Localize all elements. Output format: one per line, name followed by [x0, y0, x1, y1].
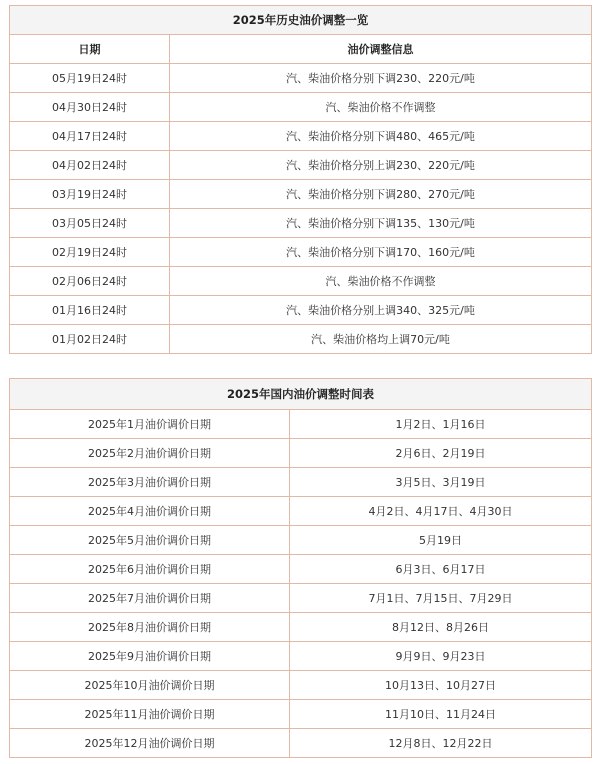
info-cell: 汽、柴油价格分别下调170、160元/吨 [170, 238, 592, 267]
dates-cell: 3月5日、3月19日 [290, 468, 592, 497]
table-row [10, 180, 592, 209]
month-cell: 2025年6月油价调价日期 [10, 555, 290, 584]
month-cell: 2025年1月油价调价日期 [10, 410, 290, 439]
schedule-title: 2025年国内油价调整时间表 [10, 379, 592, 410]
month-cell: 2025年8月油价调价日期 [10, 613, 290, 642]
date-cell: 02月19日24时 [10, 238, 170, 267]
date-cell: 01月02日24时 [10, 325, 170, 354]
dates-cell: 2月6日、2月19日 [290, 439, 592, 468]
info-cell: 汽、柴油价格分别上调230、220元/吨 [170, 151, 592, 180]
table-row [10, 151, 592, 180]
info-cell: 汽、柴油价格分别上调340、325元/吨 [170, 296, 592, 325]
date-cell: 04月02日24时 [10, 151, 170, 180]
table-row [10, 267, 592, 296]
table-row [10, 555, 592, 584]
month-cell: 2025年7月油价调价日期 [10, 584, 290, 613]
table-row [10, 613, 592, 642]
schedule-title-row [10, 379, 592, 410]
month-cell: 2025年9月油价调价日期 [10, 642, 290, 671]
table-row [10, 584, 592, 613]
month-cell: 2025年10月油价调价日期 [10, 671, 290, 700]
date-cell: 03月05日24时 [10, 209, 170, 238]
info-cell: 汽、柴油价格分别下调135、130元/吨 [170, 209, 592, 238]
date-cell: 03月19日24时 [10, 180, 170, 209]
schedule-table [9, 378, 592, 758]
table-row [10, 642, 592, 671]
dates-cell: 10月13日、10月27日 [290, 671, 592, 700]
info-cell: 汽、柴油价格不作调整 [170, 267, 592, 296]
month-cell: 2025年3月油价调价日期 [10, 468, 290, 497]
table-row [10, 729, 592, 758]
dates-cell: 4月2日、4月17日、4月30日 [290, 497, 592, 526]
history-title: 2025年历史油价调整一览 [10, 6, 592, 35]
table-row [10, 325, 592, 354]
info-cell: 汽、柴油价格分别下调480、465元/吨 [170, 122, 592, 151]
table-row [10, 64, 592, 93]
date-column-header: 日期 [10, 35, 170, 64]
date-cell: 02月06日24时 [10, 267, 170, 296]
info-cell: 汽、柴油价格不作调整 [170, 93, 592, 122]
table-row [10, 700, 592, 729]
month-cell: 2025年12月油价调价日期 [10, 729, 290, 758]
table-row [10, 468, 592, 497]
info-column-header: 油价调整信息 [170, 35, 592, 64]
info-cell: 汽、柴油价格分别下调280、270元/吨 [170, 180, 592, 209]
month-cell: 2025年11月油价调价日期 [10, 700, 290, 729]
history-header-row [10, 35, 592, 64]
dates-cell: 11月10日、11月24日 [290, 700, 592, 729]
table-row [10, 526, 592, 555]
table-row [10, 296, 592, 325]
history-title-row [10, 6, 592, 35]
dates-cell: 7月1日、7月15日、7月29日 [290, 584, 592, 613]
date-cell: 05月19日24时 [10, 64, 170, 93]
history-table [9, 5, 592, 354]
dates-cell: 9月9日、9月23日 [290, 642, 592, 671]
date-cell: 04月17日24时 [10, 122, 170, 151]
table-row [10, 671, 592, 700]
info-cell: 汽、柴油价格均上调70元/吨 [170, 325, 592, 354]
table-row [10, 497, 592, 526]
month-cell: 2025年4月油价调价日期 [10, 497, 290, 526]
info-cell: 汽、柴油价格分别下调230、220元/吨 [170, 64, 592, 93]
table-row [10, 410, 592, 439]
date-cell: 04月30日24时 [10, 93, 170, 122]
table-row [10, 238, 592, 267]
month-cell: 2025年2月油价调价日期 [10, 439, 290, 468]
table-row [10, 93, 592, 122]
table-row [10, 439, 592, 468]
dates-cell: 8月12日、8月26日 [290, 613, 592, 642]
dates-cell: 1月2日、1月16日 [290, 410, 592, 439]
month-cell: 2025年5月油价调价日期 [10, 526, 290, 555]
dates-cell: 12月8日、12月22日 [290, 729, 592, 758]
table-row [10, 209, 592, 238]
dates-cell: 5月19日 [290, 526, 592, 555]
table-row [10, 122, 592, 151]
date-cell: 01月16日24时 [10, 296, 170, 325]
dates-cell: 6月3日、6月17日 [290, 555, 592, 584]
